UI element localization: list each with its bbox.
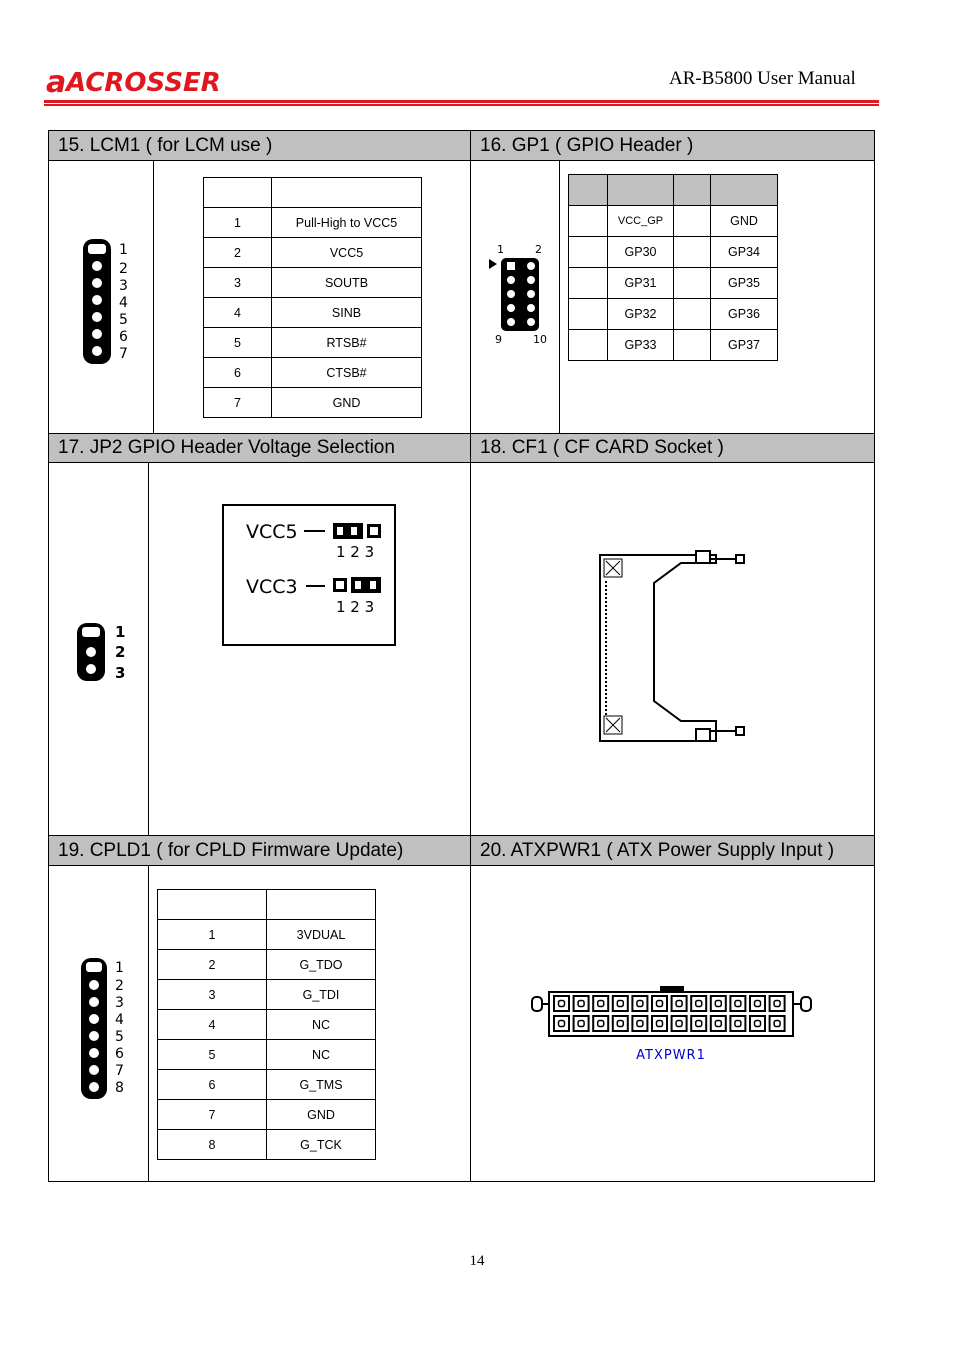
- atx-pin-contact: [559, 1021, 565, 1027]
- section-header-cf1: 18. CF1 ( CF CARD Socket ): [470, 433, 875, 463]
- table-row: 2 VCC5: [204, 238, 422, 268]
- lcm1-pin-label: 4: [119, 295, 128, 311]
- gp1-pin-label: 10: [533, 333, 547, 346]
- table-row: 3 SOUTB: [204, 268, 422, 298]
- table-row: 5 NC: [158, 1040, 376, 1070]
- page-number: 14: [469, 1253, 485, 1269]
- lcm1-pin-label: 7: [119, 346, 128, 362]
- cf1-diagram-cell: [470, 462, 875, 836]
- cpld1-pin-label: 6: [115, 1046, 124, 1062]
- lcm1-pin-label: 3: [119, 278, 128, 294]
- cpld1-pin-label: 3: [115, 995, 124, 1011]
- section-header-lcm1: 15. LCM1 ( for LCM use ): [48, 130, 471, 161]
- header-rule-thin: [44, 104, 879, 106]
- table-row: 3 G_TDI: [158, 980, 376, 1010]
- cpld1-pin-label: 4: [115, 1012, 124, 1028]
- cpld1-pin-label: 2: [115, 978, 124, 994]
- cpld1-pin-label: 8: [115, 1080, 124, 1096]
- atx-pin-contact: [735, 1021, 741, 1027]
- atx-pin-contact: [578, 1021, 584, 1027]
- atx-pin-contact: [637, 1021, 643, 1027]
- cpld1-pin-label: 7: [115, 1063, 124, 1079]
- cpld1-pin-label: 1: [115, 960, 124, 976]
- jp2-pin-label: 2: [115, 643, 126, 661]
- atx-pin-contact: [598, 1021, 604, 1027]
- atx-pin-contact: [617, 1001, 623, 1007]
- gp1-pin-label: 9: [495, 333, 502, 346]
- atx-pin-contact: [657, 1021, 663, 1027]
- atx-power-connector-diagram: [529, 984, 814, 1064]
- table-row: GP32 GP36: [569, 299, 778, 330]
- lcm1-table-cell: [153, 160, 471, 434]
- lcm1-pin-label: 2: [119, 261, 128, 277]
- logo-text: ACROSSER: [66, 68, 221, 98]
- atx-pin-contact: [637, 1001, 643, 1007]
- jp2-pin-label: 1: [115, 623, 126, 641]
- table-row: 1 3VDUAL: [158, 920, 376, 950]
- table-row: 8 G_TCK: [158, 1130, 376, 1160]
- atx-pin-contact: [559, 1001, 565, 1007]
- lcm1-pin-table: [203, 177, 422, 418]
- table-header-cell: [204, 178, 272, 208]
- cpld1-diagram-cell: [48, 865, 149, 1182]
- table-row: GP30 GP34: [569, 237, 778, 268]
- manual-title: AR-B5800 User Manual: [669, 68, 856, 89]
- atx-pin-contact: [735, 1001, 741, 1007]
- cpld1-table-cell: [148, 865, 471, 1182]
- section-header-jp2: 17. JP2 GPIO Header Voltage Selection: [48, 433, 471, 463]
- table-row: 6 CTSB#: [204, 358, 422, 388]
- table-header-cell: [272, 178, 422, 208]
- lcm1-diagram-cell: [48, 160, 154, 434]
- atx-pin-contact: [715, 1021, 721, 1027]
- table-row: 1 Pull-High to VCC5: [204, 208, 422, 238]
- cpld1-pin-label: 5: [115, 1029, 124, 1045]
- table-row: GP31 GP35: [569, 268, 778, 299]
- header-rule: [44, 100, 879, 103]
- table-row: 6 G_TMS: [158, 1070, 376, 1100]
- table-row: 7 GND: [204, 388, 422, 418]
- jp2-diagram-cell: [48, 462, 149, 836]
- jp2-jumper-cell: [148, 462, 471, 836]
- jp2-pin-label: 3: [115, 664, 126, 682]
- atx-pin-contact: [755, 1021, 761, 1027]
- jp2-pin-numbers: 1 2 3: [336, 543, 375, 561]
- jp2-option-label: VCC3: [246, 576, 298, 598]
- cpld1-pin-table: [157, 889, 376, 1160]
- table-row: GP33 GP37: [569, 330, 778, 361]
- atx-pin-contact: [696, 1001, 702, 1007]
- gp1-pin-label: 2: [535, 243, 542, 256]
- atx-pin-contact: [578, 1001, 584, 1007]
- atx-pin-contact: [657, 1001, 663, 1007]
- atx-pin-contact: [755, 1001, 761, 1007]
- cpld1-pin-diagram: [49, 866, 150, 1183]
- lcm1-pin-diagram: [49, 161, 155, 435]
- jp2-jumper-diagram: [222, 504, 397, 646]
- lcm1-pin-label: 6: [119, 329, 128, 345]
- atx-pin-contact: [676, 1001, 682, 1007]
- jp2-pin-diagram: [49, 463, 150, 837]
- jp2-pin-numbers: 1 2 3: [336, 598, 375, 616]
- table-header-cell: [267, 890, 376, 920]
- gp1-diagram-cell: [470, 160, 560, 434]
- table-row: 7 GND: [158, 1100, 376, 1130]
- atx-pin-contact: [696, 1021, 702, 1027]
- atx-pin-contact: [598, 1001, 604, 1007]
- atxpwr1-label: ATXPWR1: [636, 1048, 706, 1063]
- table-row: 4 SINB: [204, 298, 422, 328]
- section-header-cpld1: 19. CPLD1 ( for CPLD Firmware Update): [48, 835, 471, 866]
- section-header-gp1: 16. GP1 ( GPIO Header ): [470, 130, 875, 161]
- section-header-atxpwr1: 20. ATXPWR1 ( ATX Power Supply Input ): [470, 835, 875, 866]
- lcm1-pin-label: 5: [119, 312, 128, 328]
- table-row: 4 NC: [158, 1010, 376, 1040]
- table-row: 2 G_TDO: [158, 950, 376, 980]
- jp2-option-label: VCC5: [246, 521, 298, 543]
- gp1-pin-diagram: [471, 161, 561, 435]
- table-header-cell: [158, 890, 267, 920]
- gp1-pin-table: [568, 174, 778, 361]
- atx-pin-contact: [774, 1001, 780, 1007]
- table-row: 5 RTSB#: [204, 328, 422, 358]
- atx-pin-contact: [774, 1021, 780, 1027]
- connector-grid: [48, 130, 875, 1182]
- table-row: VCC_GP GND: [569, 206, 778, 237]
- lcm1-pin-label: 1: [119, 242, 128, 258]
- atxpwr1-diagram-cell: [470, 865, 875, 1182]
- cf-card-socket-diagram: [596, 551, 756, 747]
- gp1-pin-label: 1: [497, 243, 504, 256]
- acrosser-logo: [44, 62, 221, 100]
- atx-pin-contact: [676, 1021, 682, 1027]
- atx-pin-contact: [715, 1001, 721, 1007]
- atx-pin-contact: [617, 1021, 623, 1027]
- gp1-table-cell: [559, 160, 875, 434]
- logo-a: a: [46, 65, 67, 100]
